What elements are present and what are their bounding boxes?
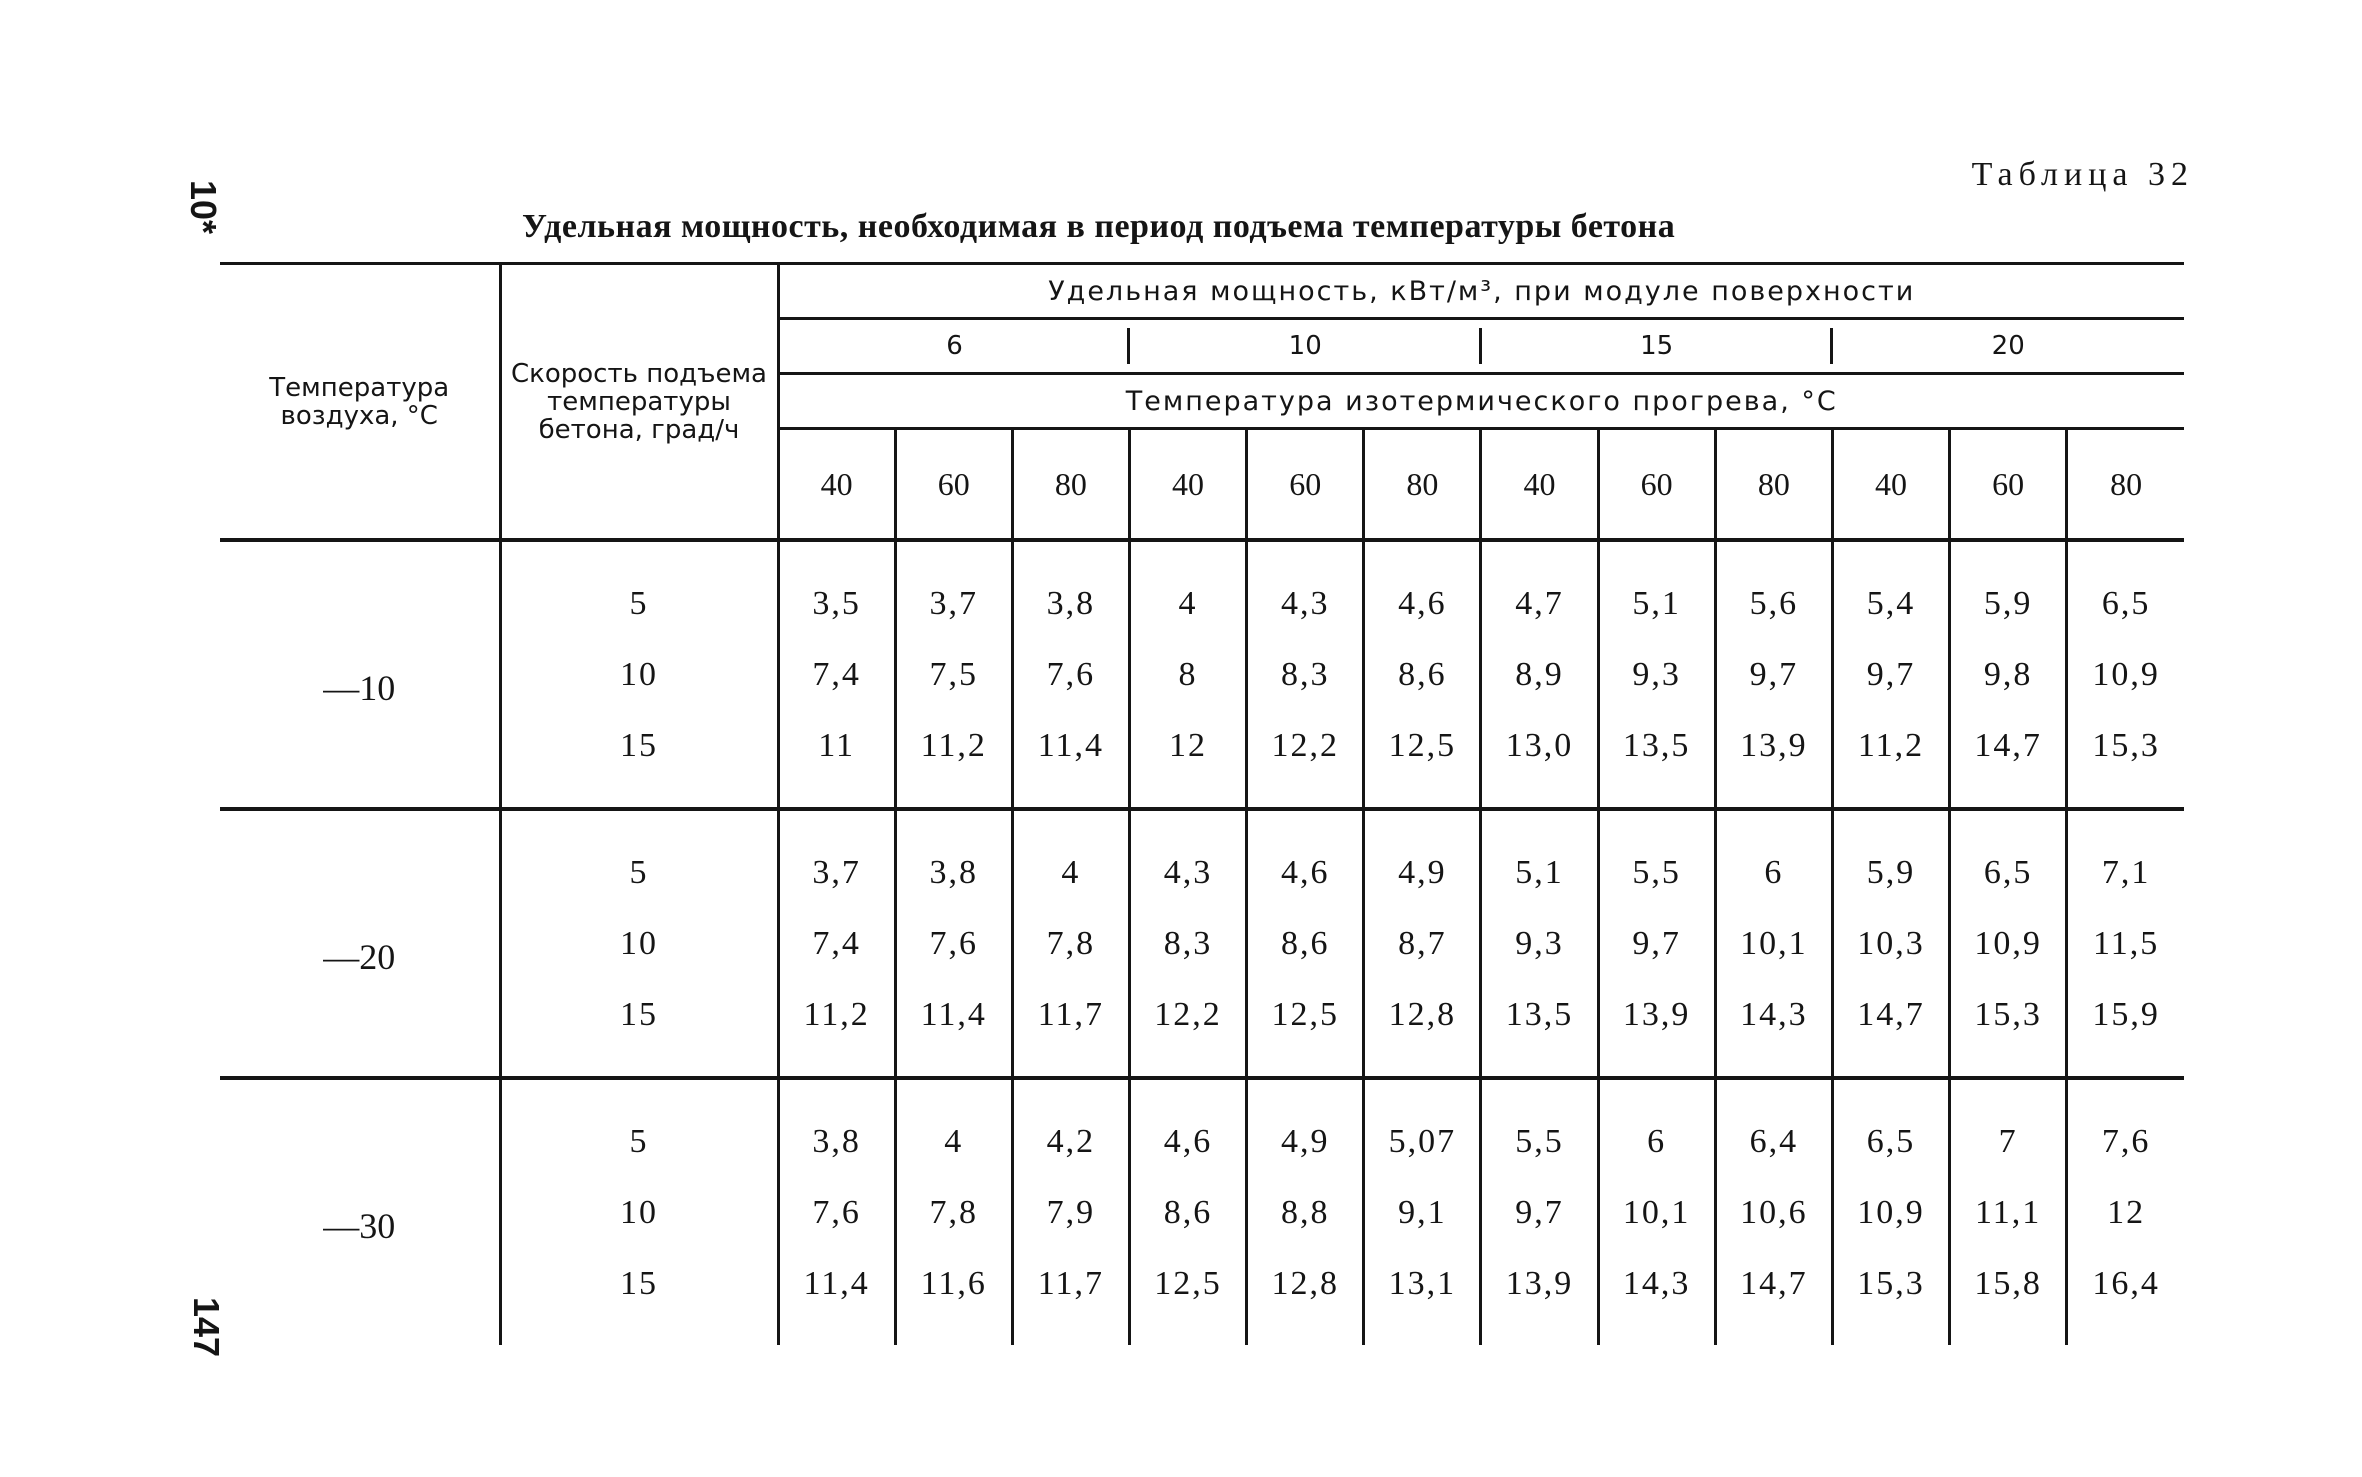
value-cell: 6,5	[1950, 837, 2067, 908]
value-cell: 4,6	[1247, 837, 1364, 908]
header-iso-value: 40	[1832, 429, 1949, 541]
value-cell: 12,5	[1129, 1248, 1246, 1319]
value-cell: 4,9	[1247, 1106, 1364, 1177]
spacer-cell	[1129, 809, 1246, 837]
speed-cell: 10	[500, 908, 778, 979]
spacer-cell	[2067, 1319, 2184, 1345]
spacer-cell	[1481, 540, 1598, 568]
value-cell: 9,3	[1481, 908, 1598, 979]
table-number: Таблица 32	[1971, 156, 2194, 193]
spacer-cell	[1364, 1050, 1481, 1078]
header-iso-value: 60	[1598, 429, 1715, 541]
value-cell: 4,9	[1364, 837, 1481, 908]
value-cell: 5,1	[1481, 837, 1598, 908]
spacer-cell	[1832, 540, 1949, 568]
value-cell: 8	[1129, 639, 1246, 710]
group-spacer	[220, 1078, 2184, 1106]
value-cell: 12,2	[1247, 710, 1364, 781]
spacer-cell	[1129, 781, 1246, 809]
spacer-cell	[1950, 1050, 2067, 1078]
header-iso-temp: Температура изотермического прогрева, °С	[778, 374, 2184, 429]
table-row	[220, 1248, 2184, 1319]
spacer-cell	[1364, 1078, 1481, 1106]
speed-cell: 5	[500, 1106, 778, 1177]
spacer-cell	[778, 1050, 895, 1078]
spacer-cell	[1012, 781, 1129, 809]
value-cell: 3,8	[778, 1106, 895, 1177]
value-cell: 10,9	[1832, 1177, 1949, 1248]
speed-cell: 15	[500, 979, 778, 1050]
value-cell: 7,9	[1012, 1177, 1129, 1248]
value-cell: 12,5	[1247, 979, 1364, 1050]
header-module-6: 6	[778, 319, 1129, 374]
spacer-cell	[778, 809, 895, 837]
value-cell: 5,5	[1598, 837, 1715, 908]
value-cell: 8,6	[1129, 1177, 1246, 1248]
margin-page-mark: 10*	[183, 179, 225, 235]
header-module-20: 20	[1832, 319, 2184, 374]
spacer-cell	[1364, 809, 1481, 837]
header-iso-value: 60	[895, 429, 1012, 541]
value-cell: 12,8	[1364, 979, 1481, 1050]
value-cell: 10,9	[2067, 639, 2184, 710]
value-cell: 13,9	[1598, 979, 1715, 1050]
spacer-cell	[500, 540, 778, 568]
value-cell: 4	[1129, 568, 1246, 639]
header-speed: Скорость подъема температуры бетона, град/ч	[500, 264, 778, 541]
value-cell: 14,7	[1832, 979, 1949, 1050]
table-row	[220, 979, 2184, 1050]
group-spacer	[220, 1319, 2184, 1345]
spacer-cell	[2067, 809, 2184, 837]
speed-cell: 10	[500, 1177, 778, 1248]
value-cell: 11,5	[2067, 908, 2184, 979]
spacer-cell	[1598, 809, 1715, 837]
value-cell: 13,9	[1715, 710, 1832, 781]
header-power: Удельная мощность, кВт/м³, при модуле поверхности	[778, 264, 2184, 319]
value-cell: 4	[1012, 837, 1129, 908]
spacer-cell	[1598, 540, 1715, 568]
value-cell: 6,5	[2067, 568, 2184, 639]
spacer-cell	[1481, 1050, 1598, 1078]
value-cell: 10,1	[1715, 908, 1832, 979]
value-cell: 9,3	[1598, 639, 1715, 710]
spacer-cell	[1598, 1078, 1715, 1106]
header-iso-value: 40	[778, 429, 895, 541]
spacer-cell	[1832, 1050, 1949, 1078]
spacer-cell	[1481, 781, 1598, 809]
value-cell: 14,3	[1598, 1248, 1715, 1319]
value-cell: 7,4	[778, 908, 895, 979]
spacer-cell	[1481, 1078, 1598, 1106]
spacer-cell	[1129, 1078, 1246, 1106]
spacer-cell	[1598, 1319, 1715, 1345]
spacer-cell	[895, 540, 1012, 568]
value-cell: 12	[1129, 710, 1246, 781]
spacer-cell	[1129, 540, 1246, 568]
value-cell: 3,8	[895, 837, 1012, 908]
spacer-cell	[1715, 1050, 1832, 1078]
value-cell: 3,5	[778, 568, 895, 639]
spacer-cell	[1950, 540, 2067, 568]
spacer-cell	[1950, 1319, 2067, 1345]
value-cell: 3,8	[1012, 568, 1129, 639]
header-air-temp: Температура воздуха, °С	[220, 264, 500, 541]
value-cell: 8,3	[1247, 639, 1364, 710]
value-cell: 11,7	[1012, 1248, 1129, 1319]
header-iso-value: 80	[1012, 429, 1129, 541]
group-spacer	[220, 1050, 2184, 1078]
header-iso-value: 80	[1715, 429, 1832, 541]
value-cell: 5,07	[1364, 1106, 1481, 1177]
value-cell: 8,6	[1247, 908, 1364, 979]
value-cell: 7,5	[895, 639, 1012, 710]
spacer-cell	[500, 809, 778, 837]
header-iso-value: 40	[1129, 429, 1246, 541]
value-cell: 13,5	[1598, 710, 1715, 781]
spacer-cell	[1832, 781, 1949, 809]
speed-cell: 15	[500, 1248, 778, 1319]
value-cell: 11,1	[1950, 1177, 2067, 1248]
power-table	[220, 262, 2184, 1345]
value-cell: 4,6	[1364, 568, 1481, 639]
value-cell: 7,6	[1012, 639, 1129, 710]
spacer-cell	[1598, 1050, 1715, 1078]
spacer-cell	[1012, 1050, 1129, 1078]
data-table-container	[220, 262, 2184, 1342]
value-cell: 7,4	[778, 639, 895, 710]
value-cell: 10,1	[1598, 1177, 1715, 1248]
spacer-cell	[1715, 1319, 1832, 1345]
spacer-cell	[1012, 809, 1129, 837]
value-cell: 7,1	[2067, 837, 2184, 908]
spacer-cell	[1247, 781, 1364, 809]
value-cell: 6,4	[1715, 1106, 1832, 1177]
value-cell: 12	[2067, 1177, 2184, 1248]
value-cell: 14,7	[1950, 710, 2067, 781]
value-cell: 5,4	[1832, 568, 1949, 639]
value-cell: 9,7	[1481, 1177, 1598, 1248]
spacer-cell	[1012, 1319, 1129, 1345]
spacer-cell	[1715, 1078, 1832, 1106]
value-cell: 16,4	[2067, 1248, 2184, 1319]
spacer-cell	[1364, 540, 1481, 568]
header-iso-value: 80	[2067, 429, 2184, 541]
value-cell: 13,9	[1481, 1248, 1598, 1319]
spacer-cell	[500, 781, 778, 809]
value-cell: 12,5	[1364, 710, 1481, 781]
speed-cell: 5	[500, 837, 778, 908]
group-spacer	[220, 540, 2184, 568]
spacer-cell	[895, 781, 1012, 809]
header-iso-value: 60	[1247, 429, 1364, 541]
value-cell: 8,6	[1364, 639, 1481, 710]
header-module-15: 15	[1481, 319, 1832, 374]
value-cell: 11,2	[1832, 710, 1949, 781]
value-cell: 9,7	[1598, 908, 1715, 979]
value-cell: 11,6	[895, 1248, 1012, 1319]
spacer-cell	[895, 809, 1012, 837]
value-cell: 9,1	[1364, 1177, 1481, 1248]
value-cell: 4,2	[1012, 1106, 1129, 1177]
table-row	[220, 1177, 2184, 1248]
spacer-cell	[1950, 1078, 2067, 1106]
value-cell: 15,3	[1950, 979, 2067, 1050]
spacer-cell	[1364, 781, 1481, 809]
value-cell: 4,3	[1129, 837, 1246, 908]
air-temp-cell: —10	[323, 667, 396, 708]
value-cell: 5,6	[1715, 568, 1832, 639]
value-cell: 8,8	[1247, 1177, 1364, 1248]
table-row	[220, 908, 2184, 979]
spacer-cell	[1598, 781, 1715, 809]
speed-cell: 5	[500, 568, 778, 639]
margin-page-number: 147	[186, 1296, 228, 1358]
value-cell: 13,0	[1481, 710, 1598, 781]
group-spacer	[220, 809, 2184, 837]
value-cell: 11,4	[895, 979, 1012, 1050]
value-cell: 8,7	[1364, 908, 1481, 979]
value-cell: 9,7	[1832, 639, 1949, 710]
spacer-cell	[500, 1050, 778, 1078]
spacer-cell	[1832, 1319, 1949, 1345]
value-cell: 5,1	[1598, 568, 1715, 639]
value-cell: 7,6	[895, 908, 1012, 979]
value-cell: 11,4	[778, 1248, 895, 1319]
spacer-cell	[2067, 1050, 2184, 1078]
speed-cell: 15	[500, 710, 778, 781]
value-cell: 11	[778, 710, 895, 781]
spacer-cell	[1012, 1078, 1129, 1106]
speed-cell: 10	[500, 639, 778, 710]
table-row	[220, 1106, 2184, 1177]
spacer-cell	[895, 1078, 1012, 1106]
spacer-cell	[220, 540, 500, 568]
spacer-cell	[220, 1078, 500, 1106]
spacer-cell	[778, 1078, 895, 1106]
value-cell: 3,7	[895, 568, 1012, 639]
header-iso-value: 80	[1364, 429, 1481, 541]
value-cell: 11,4	[1012, 710, 1129, 781]
spacer-cell	[1715, 809, 1832, 837]
spacer-cell	[1715, 781, 1832, 809]
spacer-cell	[895, 1050, 1012, 1078]
table-row	[220, 837, 2184, 908]
header-iso-value: 40	[1481, 429, 1598, 541]
value-cell: 6	[1598, 1106, 1715, 1177]
header-iso-value: 60	[1950, 429, 2067, 541]
spacer-cell	[2067, 781, 2184, 809]
value-cell: 6	[1715, 837, 1832, 908]
spacer-cell	[1950, 781, 2067, 809]
spacer-cell	[1247, 1078, 1364, 1106]
value-cell: 7,8	[1012, 908, 1129, 979]
value-cell: 14,3	[1715, 979, 1832, 1050]
value-cell: 5,5	[1481, 1106, 1598, 1177]
spacer-cell	[1247, 540, 1364, 568]
value-cell: 13,5	[1481, 979, 1598, 1050]
spacer-cell	[778, 781, 895, 809]
spacer-cell	[895, 1319, 1012, 1345]
value-cell: 13,1	[1364, 1248, 1481, 1319]
air-temp-cell: —20	[323, 936, 396, 977]
value-cell: 7,6	[778, 1177, 895, 1248]
header-module-10: 10	[1129, 319, 1480, 374]
value-cell: 8,9	[1481, 639, 1598, 710]
spacer-cell	[1832, 1078, 1949, 1106]
table-caption: Удельная мощность, необходимая в период подъема температуры бетона	[522, 208, 1676, 245]
spacer-cell	[1481, 809, 1598, 837]
spacer-cell	[1481, 1319, 1598, 1345]
value-cell: 12,8	[1247, 1248, 1364, 1319]
spacer-cell	[500, 1078, 778, 1106]
spacer-cell	[1247, 1050, 1364, 1078]
value-cell: 15,3	[2067, 710, 2184, 781]
value-cell: 3,7	[778, 837, 895, 908]
spacer-cell	[1247, 1319, 1364, 1345]
value-cell: 5,9	[1950, 568, 2067, 639]
value-cell: 10,3	[1832, 908, 1949, 979]
spacer-cell	[1364, 1319, 1481, 1345]
table-row	[220, 710, 2184, 781]
value-cell: 4,7	[1481, 568, 1598, 639]
spacer-cell	[1012, 540, 1129, 568]
value-cell: 5,9	[1832, 837, 1949, 908]
value-cell: 9,8	[1950, 639, 2067, 710]
value-cell: 4,6	[1129, 1106, 1246, 1177]
value-cell: 4	[895, 1106, 1012, 1177]
value-cell: 8,3	[1129, 908, 1246, 979]
value-cell: 6,5	[1832, 1106, 1949, 1177]
spacer-cell	[778, 540, 895, 568]
value-cell: 15,8	[1950, 1248, 2067, 1319]
value-cell: 12,2	[1129, 979, 1246, 1050]
table-row	[220, 639, 2184, 710]
spacer-cell	[1832, 809, 1949, 837]
spacer-cell	[500, 1319, 778, 1345]
value-cell: 7	[1950, 1106, 2067, 1177]
spacer-cell	[1129, 1319, 1246, 1345]
value-cell: 15,3	[1832, 1248, 1949, 1319]
table-row	[220, 568, 2184, 639]
value-cell: 14,7	[1715, 1248, 1832, 1319]
spacer-cell	[1715, 540, 1832, 568]
value-cell: 15,9	[2067, 979, 2184, 1050]
group-spacer	[220, 781, 2184, 809]
spacer-cell	[2067, 1078, 2184, 1106]
spacer-cell	[2067, 540, 2184, 568]
spacer-cell	[220, 809, 500, 837]
air-temp-cell: —30	[323, 1205, 396, 1246]
value-cell: 11,2	[778, 979, 895, 1050]
value-cell: 11,2	[895, 710, 1012, 781]
spacer-cell	[1950, 809, 2067, 837]
value-cell: 11,7	[1012, 979, 1129, 1050]
value-cell: 9,7	[1715, 639, 1832, 710]
value-cell: 7,8	[895, 1177, 1012, 1248]
spacer-cell	[778, 1319, 895, 1345]
value-cell: 4,3	[1247, 568, 1364, 639]
spacer-cell	[1129, 1050, 1246, 1078]
spacer-cell	[1247, 809, 1364, 837]
value-cell: 7,6	[2067, 1106, 2184, 1177]
value-cell: 10,9	[1950, 908, 2067, 979]
value-cell: 10,6	[1715, 1177, 1832, 1248]
